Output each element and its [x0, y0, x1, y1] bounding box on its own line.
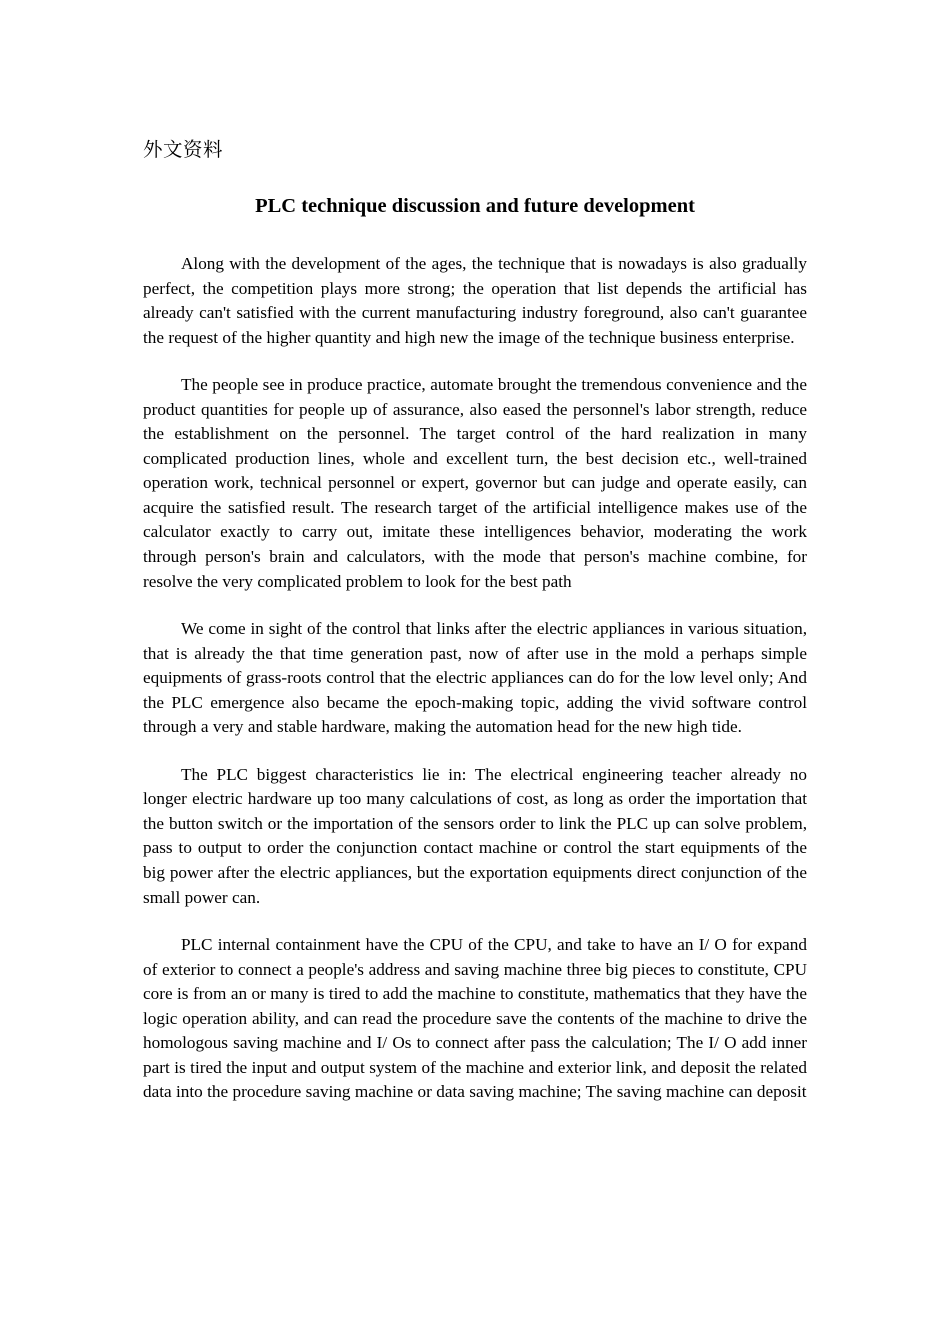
document-page	[143, 0, 807, 1344]
body-paragraph: The PLC biggest characteristics lie in: The electrical engineering teacher already no longer electric hardware up too many calculations of cost, as long as order the importation that the button switch or the importation of the sensors order to link the PLC up can solve problem, pass to output to order the conjunction contact machine or control the start equipments of the big power after the electric appliances, but the exportation equipments direct conjunction of the small power can.	[143, 764, 807, 907]
page-title: PLC technique discussion and future development	[255, 195, 695, 217]
body-paragraph: We come in sight of the control that links after the electric appliances in various situation, that is already the that time generation past, now of after use in the mold a perhaps simple equipments of grass-roots control that the electric appliances can do for the low level only; And the PLC emergence also became the epoch-making topic, adding the vivid software control through a very and stable hardware, making the automation head for the new high tide.	[143, 619, 807, 737]
document-body	[143, 252, 807, 1105]
document-section-label: 外文资料	[143, 138, 224, 161]
body-paragraph: Along with the development of the ages, the technique that is nowadays is also gradually perfect, the competition plays more strong; the operation that list depends the artificial has already can't satisfied with the current manufacturing industry foreground, also can't guarantee the request of the higher quantity and high new the image of the technique business enterprise.	[143, 254, 807, 347]
body-paragraph: The people see in produce practice, automate brought the tremendous convenience and the product quantities for people up of assurance, also eased the personnel's labor strength, reduce the establishment on the personnel. The target control of the hard realization in many complicated production lines, whole and excellent turn, the best decision etc., well-trained operation work, technical personnel or expert, governor but can judge and operate easily, can acquire the satisfied result. The research target of the artificial intelligence makes use of the calculator exactly to carry out, imitate these intelligences behavior, moderating the work through person's brain and calculators, with the mode that person's machine combine, for resolve the very complicated problem to look for the best path	[143, 375, 807, 591]
body-paragraph: PLC internal containment have the CPU of the CPU, and take to have an I/ O for expand of exterior to connect a people's address and saving machine three big pieces to constitute, CPU core is from an or many is tired to add the machine to constitute, mathematics that they have the logic operation ability, and can read the procedure save the contents of the machine to drive the homologous saving machine and I/ Os to connect after pass the calculation; The I/ O add inner part is tired the input and output system of the machine and exterior link, and deposit the related data into the procedure saving machine or data saving machine; The saving machine can deposit	[143, 935, 807, 1102]
